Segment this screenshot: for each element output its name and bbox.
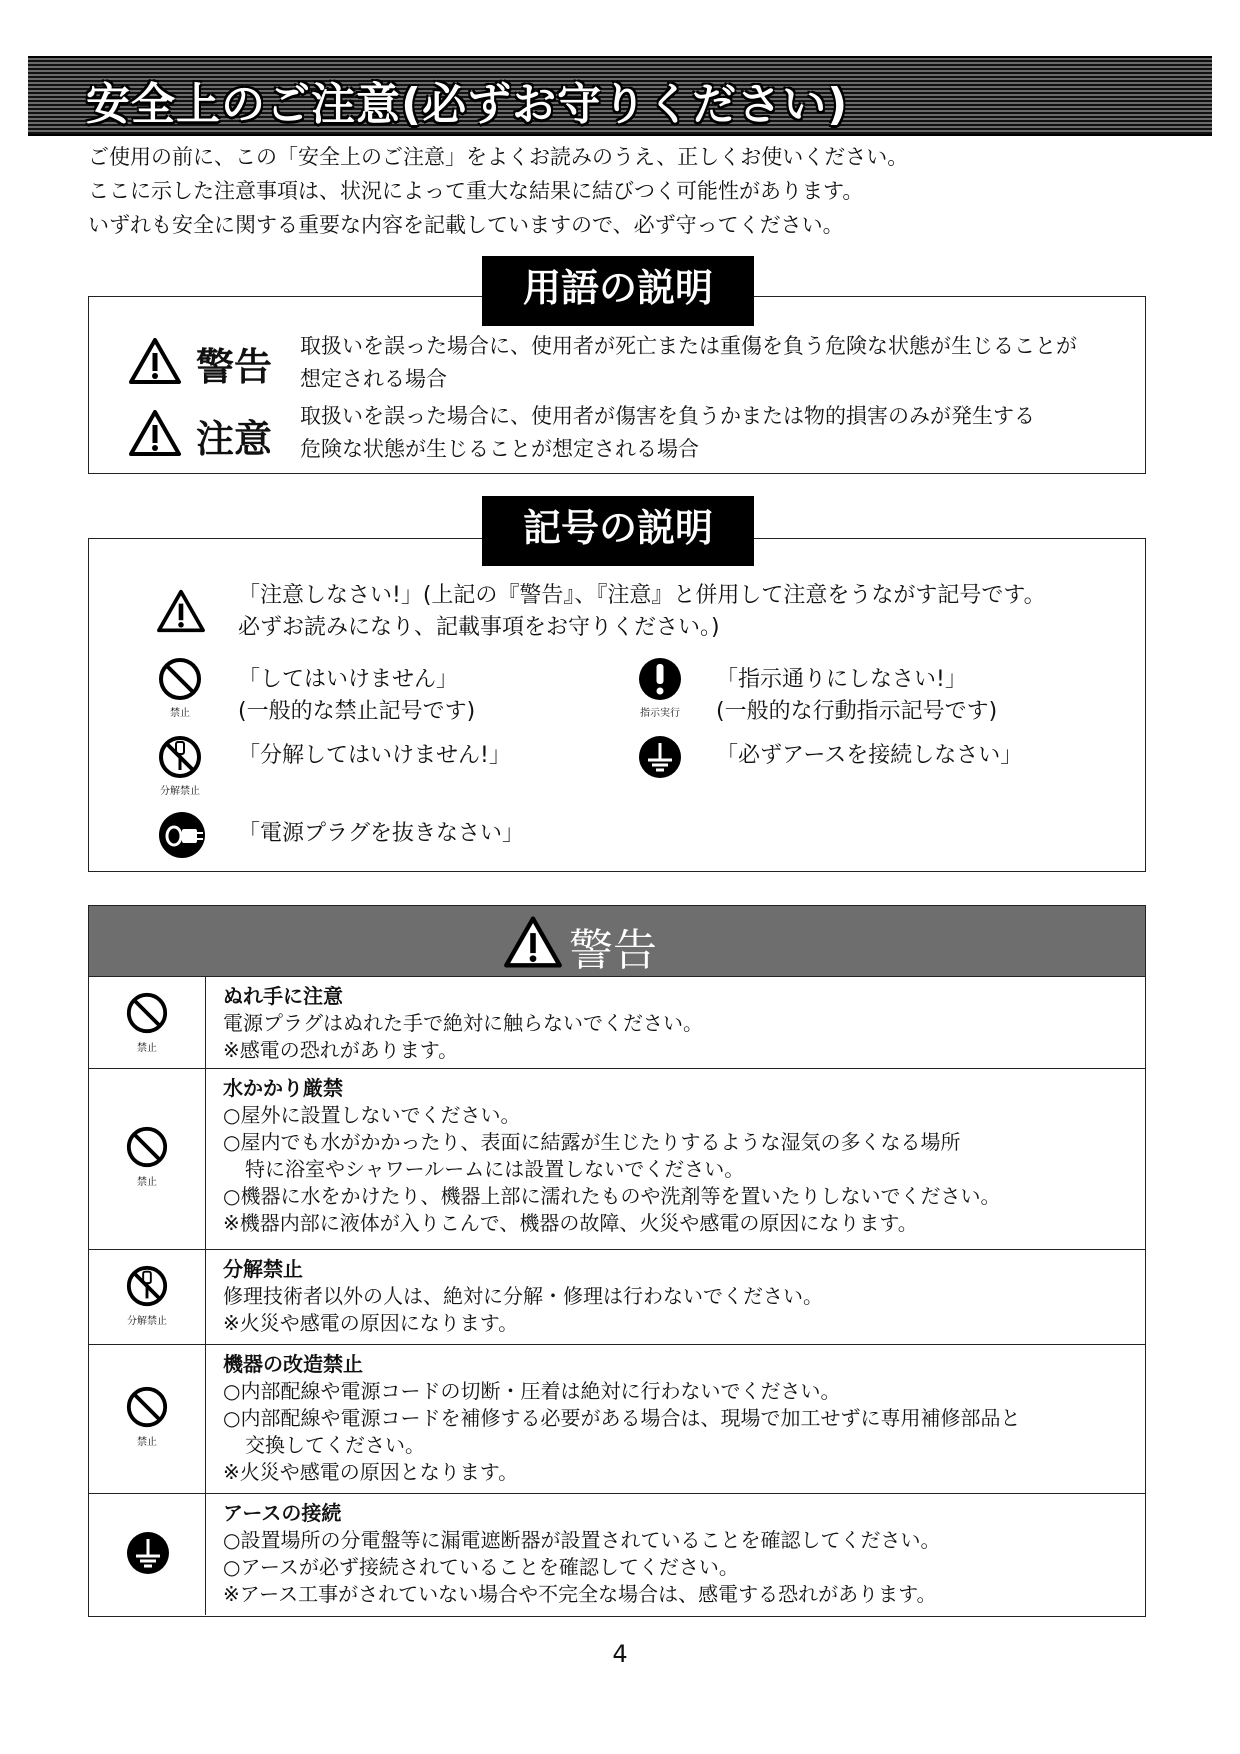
disassembly-prohibit-icon (125, 1264, 169, 1312)
prohibit-symbol-text (238, 664, 475, 728)
row-icon-cell (89, 1069, 206, 1249)
row-icon-cell (89, 977, 206, 1068)
unplug-symbol-text: 「電源プラグを抜きなさい」 (238, 821, 525, 846)
page-title: 安全上のご注意(必ずお守りください) (86, 79, 849, 130)
row-icon-caption: 禁止 (137, 1177, 157, 1188)
row-body (223, 1500, 940, 1608)
disassembly-prohibit-icon (157, 734, 203, 784)
symbols-header: 記号の説明 (482, 496, 754, 566)
table-row (89, 1494, 1145, 1615)
row-line: ※アース工事がされていない場合や不完全な場合は、感電する恐れがあります。 (223, 1582, 937, 1606)
definition-line: 危険な状態が生じることが想定される場合 (300, 437, 699, 461)
row-icon-cell (89, 1494, 206, 1615)
caution-symbol-text (238, 580, 1046, 644)
row-line: ○機器に水をかけたり、機器上部に濡れたものや洗剤等を置いたりしないでください。 (223, 1184, 1001, 1208)
symbol-line: 必ずお読みになり、記載事項をお守りください。) (238, 615, 720, 640)
ground-icon (637, 734, 683, 784)
row-line: 交換してください。 (245, 1433, 425, 1457)
terms-header: 用語の説明 (482, 256, 754, 326)
warning-table (88, 905, 1146, 1617)
definition-line: 取扱いを誤った場合に、使用者が傷害を負うかまたは物的損害のみが発生する (300, 404, 1035, 428)
row-title: ぬれ手に注意 (223, 984, 343, 1008)
row-icon-caption: 禁止 (137, 1437, 157, 1448)
title-banner (28, 56, 1212, 136)
row-title: 分解禁止 (223, 1257, 303, 1281)
definition-line: 取扱いを誤った場合に、使用者が死亡または重傷を負う危険な状態が生じることが (300, 334, 1077, 358)
row-icon-caption: 分解禁止 (127, 1316, 167, 1327)
ground-icon (125, 1530, 171, 1580)
row-line: 特に浴室やシャワールームには設置しないでください。 (245, 1157, 745, 1181)
warning-definition (300, 330, 1077, 396)
row-line: ○屋外に設置しないでください。 (223, 1103, 521, 1127)
prohibit-icon (125, 1385, 169, 1433)
symbol-line: (一般的な禁止記号です) (238, 699, 476, 724)
warning-triangle-icon (128, 336, 182, 390)
row-line: 電源プラグはぬれた手で絶対に触らないでください。 (223, 1011, 703, 1035)
prohibit-caption: 禁止 (170, 708, 190, 719)
row-title: アースの接続 (223, 1501, 342, 1525)
row-line: ※機器内部に液体が入りこんで、機器の故障、火災や感電の原因になります。 (223, 1211, 918, 1235)
row-line: ※火災や感電の原因となります。 (223, 1460, 519, 1484)
warning-triangle-icon (503, 914, 563, 974)
table-row (89, 1069, 1145, 1250)
intro-line: ここに示した注意事項は、状況によって重大な結果に結びつく可能性があります。 (88, 179, 864, 203)
disassembly-symbol-text: 「分解してはいけません!」 (238, 743, 511, 768)
row-body (223, 1351, 1020, 1486)
row-icon-caption: 禁止 (137, 1043, 157, 1054)
page-number: 4 (612, 1640, 628, 1668)
row-line: ○内部配線や電源コードの切断・圧着は絶対に行わないでください。 (223, 1379, 841, 1403)
symbol-line: 「注意しなさい!」(上記の『警告』、『注意』と併用して注意をうながす記号です。 (238, 583, 1046, 608)
table-row (89, 977, 1145, 1069)
row-line: ○屋内でも水がかかったり、表面に結露が生じたりするような湿気の多くなる場所 (223, 1130, 961, 1154)
row-body (223, 1256, 823, 1337)
prohibit-icon (125, 991, 169, 1039)
row-line: 修理技術者以外の人は、絶対に分解・修理は行わないでください。 (223, 1284, 823, 1308)
intro-text (88, 140, 908, 242)
unplug-icon (157, 810, 207, 864)
warning-table-title: 警告 (569, 925, 657, 976)
row-body (223, 1075, 1000, 1237)
caution-triangle-icon (128, 408, 182, 462)
row-title: 水かかり厳禁 (223, 1076, 343, 1100)
prohibit-icon (125, 1125, 169, 1173)
intro-line: ご使用の前に、この「安全上のご注意」をよくお読みのうえ、正しくお使いください。 (88, 145, 909, 169)
instruct-caption: 指示実行 (640, 708, 680, 719)
symbol-line: 「指示通りにしなさい!」 (716, 667, 967, 692)
ground-symbol-text: 「必ずアースを接続しなさい」 (716, 743, 1023, 768)
row-body (223, 983, 703, 1064)
row-line: ○内部配線や電源コードを補修する必要がある場合は、現場で加工せずに専用補修部品と (223, 1406, 1021, 1430)
disassembly-caption: 分解禁止 (160, 786, 200, 797)
row-line: ※感電の恐れがあります。 (223, 1038, 459, 1062)
warning-label: 警告 (196, 345, 273, 389)
warning-table-header (89, 906, 1145, 977)
definition-line: 想定される場合 (300, 367, 447, 391)
row-title: 機器の改造禁止 (223, 1352, 363, 1376)
row-line: ※火災や感電の原因になります。 (223, 1311, 519, 1335)
table-row (89, 1345, 1145, 1494)
table-row (89, 1250, 1145, 1345)
intro-line: いずれも安全に関する重要な内容を記載していますので、必ず守ってください。 (88, 213, 844, 237)
caution-symbol-icon (156, 588, 206, 638)
prohibit-icon (157, 656, 203, 706)
symbol-line: 「してはいけません」 (238, 667, 459, 692)
row-line: ○アースが必ず接続されていることを確認してください。 (223, 1555, 739, 1579)
symbol-line: (一般的な行動指示記号です) (716, 699, 998, 724)
caution-label: 注意 (196, 417, 273, 461)
row-icon-cell (89, 1345, 206, 1493)
instruct-symbol-text (716, 664, 997, 728)
row-line: ○設置場所の分電盤等に漏電遮断器が設置されていることを確認してください。 (223, 1528, 941, 1552)
instruct-icon (637, 656, 683, 706)
caution-definition (300, 400, 1035, 466)
row-icon-cell (89, 1250, 206, 1344)
